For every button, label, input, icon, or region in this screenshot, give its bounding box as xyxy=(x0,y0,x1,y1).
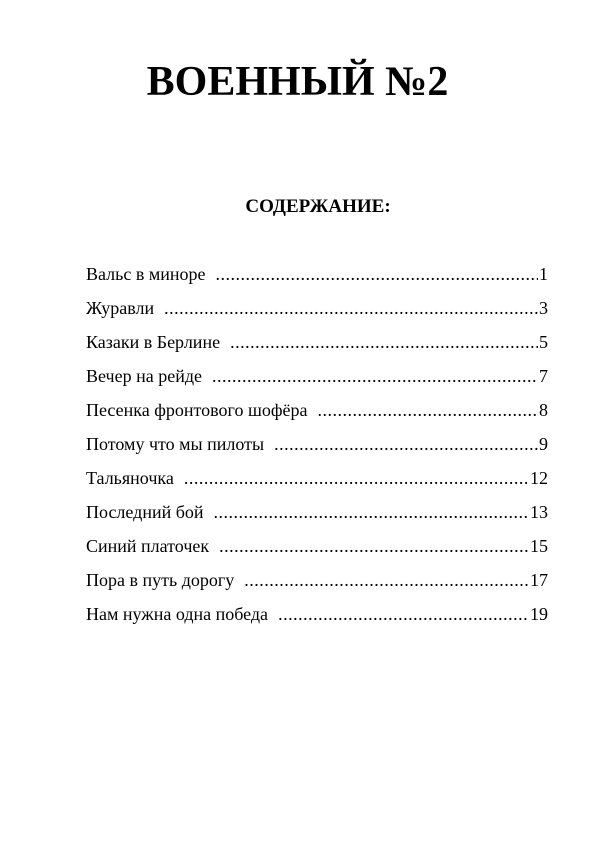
toc-entry-page: 1 xyxy=(539,264,548,284)
toc-entry xyxy=(86,398,548,432)
toc-entry xyxy=(86,466,548,500)
toc-entry-title: Вальс в миноре xyxy=(86,264,206,284)
toc-entry-page: 19 xyxy=(530,604,548,624)
toc-dot-leader xyxy=(215,262,538,286)
toc-entry-title: Последний бой xyxy=(86,502,204,522)
table-of-contents xyxy=(86,262,548,636)
toc-entry-title: Потому что мы пилоты xyxy=(86,434,265,454)
toc-entry xyxy=(86,568,548,602)
toc-entry-page: 9 xyxy=(539,434,548,454)
toc-entry xyxy=(86,262,548,296)
document-title: ВОЕННЫЙ №2 xyxy=(146,59,449,105)
toc-entry-page: 17 xyxy=(530,570,548,590)
toc-entry xyxy=(86,602,548,636)
toc-entry-title: Нам нужна одна победа xyxy=(86,604,269,624)
toc-entry-title: Тальяночка xyxy=(86,468,174,488)
toc-dot-leader xyxy=(244,568,529,592)
toc-entry-page: 13 xyxy=(530,502,548,522)
toc-dot-leader xyxy=(214,500,529,524)
toc-entry-page: 8 xyxy=(539,400,548,420)
toc-entry xyxy=(86,500,548,534)
toc-entry-page: 12 xyxy=(530,468,548,488)
toc-entry-title: Песенка фронтового шофёра xyxy=(86,400,308,420)
toc-dot-leader xyxy=(219,534,529,558)
toc-entry-title: Пора в путь дорогу xyxy=(86,570,235,590)
toc-entry-page: 7 xyxy=(539,366,548,386)
toc-dot-leader xyxy=(278,602,529,626)
toc-entry xyxy=(86,364,548,398)
toc-entry xyxy=(86,534,548,568)
toc-entry-page: 15 xyxy=(530,536,548,556)
toc-entry-title: Казаки в Берлине xyxy=(86,332,221,352)
toc-entry-title: Вечер на рейде xyxy=(86,366,202,386)
toc-entry-page: 5 xyxy=(539,332,548,352)
toc-dot-leader xyxy=(212,364,538,388)
toc-entry xyxy=(86,296,548,330)
toc-dot-leader xyxy=(274,432,538,456)
toc-entry-title: Журавли xyxy=(86,298,155,318)
toc-dot-leader xyxy=(317,398,538,422)
toc-entry xyxy=(86,330,548,364)
toc-dot-leader xyxy=(164,296,538,320)
toc-entry-page: 3 xyxy=(539,298,548,318)
toc-dot-leader xyxy=(230,330,538,354)
toc-entry-title: Синий платочек xyxy=(86,536,210,556)
toc-entry xyxy=(86,432,548,466)
toc-dot-leader xyxy=(184,466,529,490)
contents-heading: СОДЕРЖАНИЕ: xyxy=(245,196,391,217)
